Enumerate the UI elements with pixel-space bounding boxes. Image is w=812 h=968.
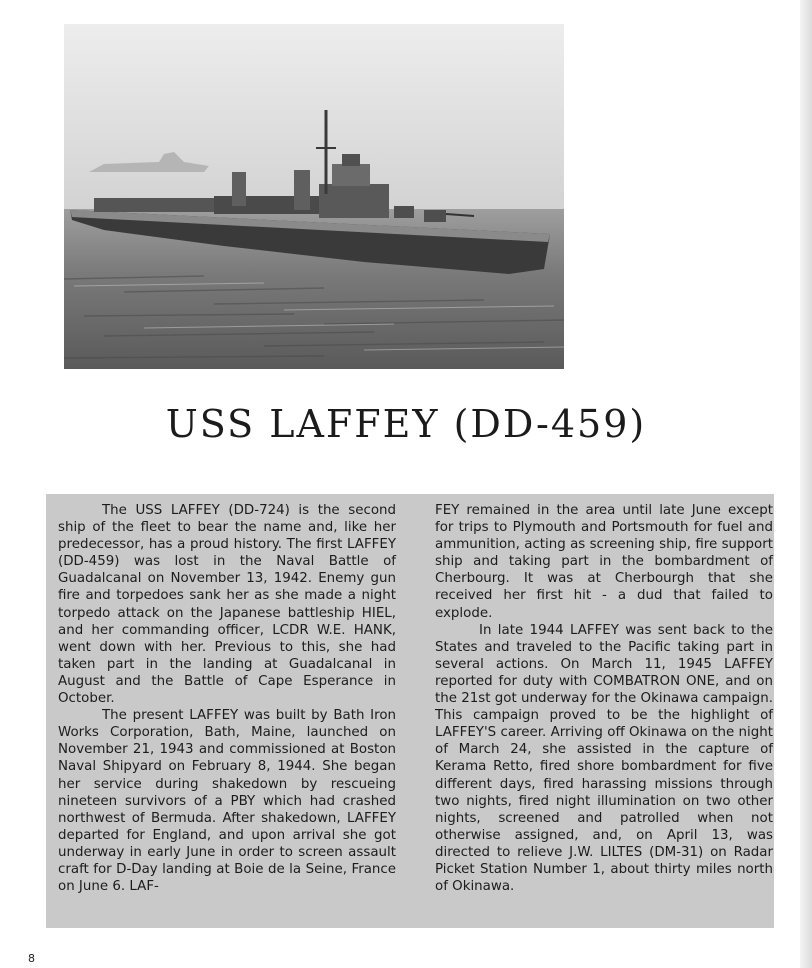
article-column-left <box>58 502 396 895</box>
article-paragraph: The present LAFFEY was built by Bath Iron Works Corporation, Bath, Maine, launched on November 21, 1943 and commissioned at Boston Naval Shipyard on February 8, 1944. She began her service during shakedown by rescueing nineteen survivors of a PBY which had crashed northwest of Bermuda. After shakedown, LAFFEY departed for England, and upon arrival she got underway in early June in order to screen assault craft for D-Day landing at Boie de la Seine, France on June 6. LAF- <box>58 708 396 895</box>
article-paragraph: FEY remained in the area until late June except for trips to Plymouth and Portsmouth for fuel and ammunition, acting as screening ship, fire support ship and taking part in the bombardment of Cherbourg. It was at Cherbourgh that she received her first hit - a dud that failed to explode. <box>435 503 773 621</box>
ship-photo <box>64 24 564 369</box>
page-title: USS LAFFEY (DD-459) <box>165 402 647 446</box>
article-paragraph: The USS LAFFEY (DD-724) is the second ship of the fleet to bear the name and, like her predecessor, has a proud history. The first LAFFEY (DD-459) was lost in the Naval Battle of Guadalcanal on November 13, 1942. Enemy gun fire and torpedoes sank her as she made a night torpedo attack on the Japanese battleship HIEL, and her commanding officer, LCDR W.E. HANK, went down with her. Previous to this, she had taken part in the landing at Guadalcanal in August and the Battle of Cape Esperance in October. <box>58 503 396 707</box>
page-edge-shadow <box>800 0 812 968</box>
article-column-right <box>435 502 773 895</box>
page-number: 8 <box>28 952 35 965</box>
article-paragraph: In late 1944 LAFFEY was sent back to the States and traveled to the Pacific taking part in several actions. On March 11, 1945 LAFFEY reported for duty with COMBATRON ONE, and on the 21st got underway for the Okinawa campaign. This campaign proved to be the highlight of LAFFEY'S career. Arriving off Okinawa on the night of March 24, she assisted in the capture of Kerama Retto, fired shore bombardment for five different days, fired harassing missions through two nights, fired night illumination on two other nights, screened and patrolled when not otherwise assigned, and, on April 13, was directed to relieve J.W. LILTES (DM-31) on Radar Picket Station Number 1, about thirty miles north of Okinawa. <box>435 622 773 895</box>
article-box <box>46 494 774 928</box>
